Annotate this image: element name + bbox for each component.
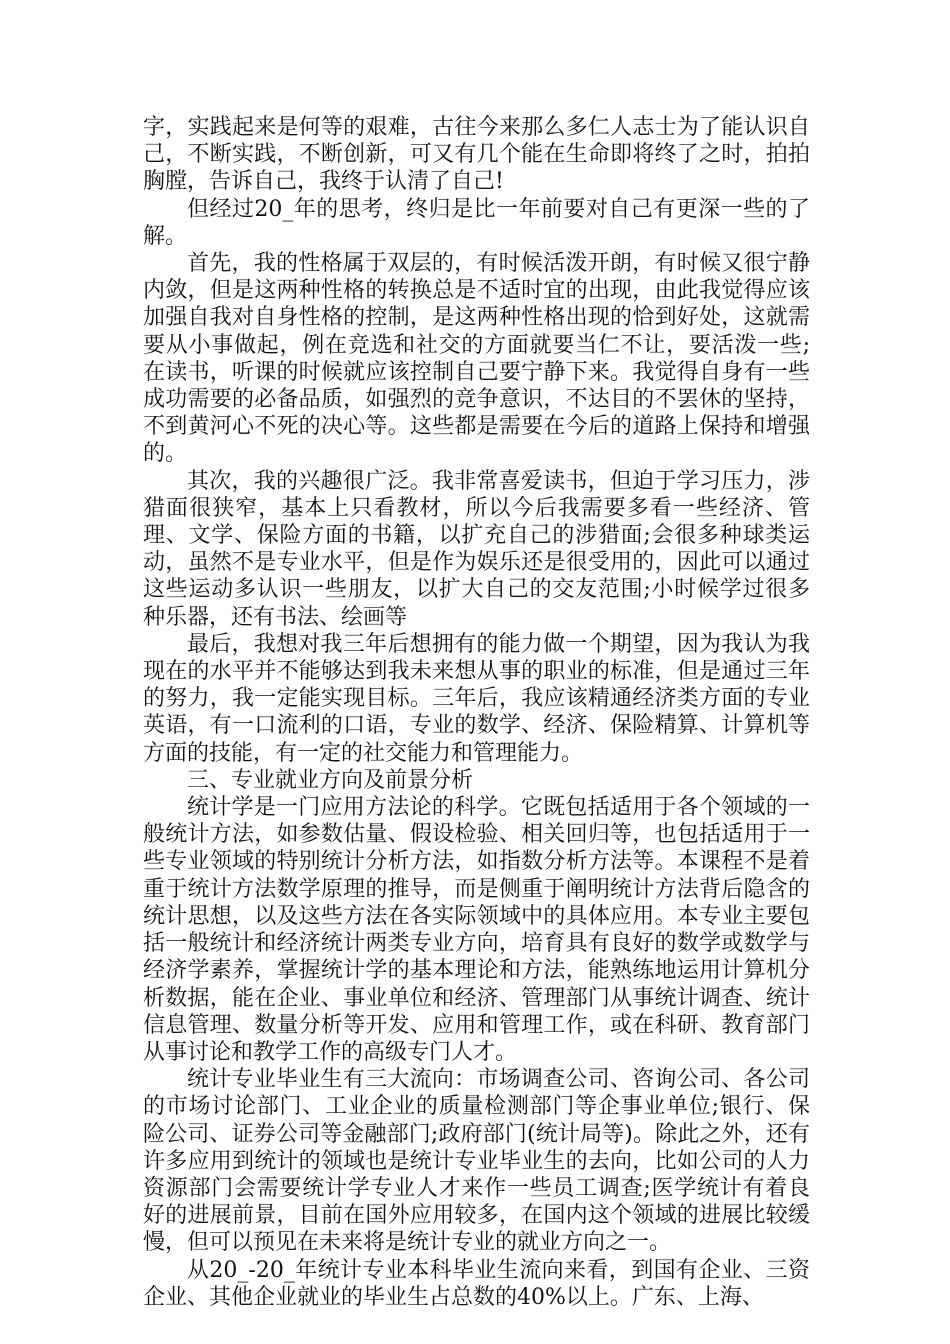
paragraph-4: 其次，我的兴趣很广泛。我非常喜爱读书，但迫于学习压力，涉猎面很狭窄，基本上只看教材，所以今后我需要多看一些经济、管理、文学、保险方面的书籍，以扩充自己的涉猎面;会很多种球类运动，虽然不是专业水平，但是作为娱乐还是很受用的，因此可以通过这些运动多认识一些朋友，以扩大自己的交友范围;小时候学过很多种乐器，还有书法、绘画等 bbox=[143, 468, 810, 630]
paragraph-1: 字，实践起来是何等的艰难，古往今来那么多仁人志士为了能认识自己，不断实践，不断创新，可又有几个能在生命即将终了之时，拍拍胸膛，告诉自己，我终于认清了自己! bbox=[143, 115, 810, 195]
paragraph-3: 首先，我的性格属于双层的，有时候活泼开朗，有时候又很宁静内敛，但是这两种性格的转换总是不适时宜的出现，由此我觉得应该加强自我对自身性格的控制，是这两种性格出现的恰到好处，这就需要从小事做起，例在竞选和社交的方面就要当仁不让，要活泼一些;在读书，听课的时候就应该控制自己要宁静下来。我觉得自身有一些成功需要的必备品质，如强烈的竞争意识，不达目的不罢休的坚持，不到黄河心不死的决心等。这些都是需要在今后的道路上保持和增强的。 bbox=[143, 251, 810, 467]
paragraph-6: 统计学是一门应用方法论的科学。它既包括适用于各个领域的一般统计方法，如参数估量、假设检验、相关回归等，也包括适用于一些专业领域的特别统计分析方法，如指数分析方法等。本课程不是着重于统计方法数学原理的推导，而是侧重于阐明统计方法背后隐含的统计思想，以及这些方法在各实际领域中的具体应用。本专业主要包括一般统计和经济统计两类专业方向，培育具有良好的数学或数学与经济学素养，掌握统计学的基本理论和方法，能熟练地运用计算机分析数据，能在企业、事业单位和经济、管理部门从事统计调查、统计信息管理、数量分析等开发、应用和管理工作，或在科研、教育部门从事讨论和教学工作的高级专门人才。 bbox=[143, 795, 810, 1065]
paragraph-8: 从20_-20_年统计专业本科毕业生流向来看，到国有企业、三资企业、其他企业就业的毕业生占总数的40%以上。广东、上海、 bbox=[143, 1257, 810, 1310]
paragraph-5: 最后，我想对我三年后想拥有的能力做一个期望，因为我认为我现在的水平并不能够达到我未来想从事的职业的标准，但是通过三年的努力，我一定能实现目标。三年后，我应该精通经济类方面的专业英语，有一口流利的口语，专业的数学、经济、保险精算、计算机等方面的技能，有一定的社交能力和管理能力。 bbox=[143, 631, 810, 766]
paragraph-7: 统计专业毕业生有三大流向：市场调查公司、咨询公司、各公司的市场讨论部门、工业企业的质量检测部门等企事业单位;银行、保险公司、证券公司等金融部门;政府部门(统计局等)。除此之外，还有许多应用到统计的领域也是统计专业毕业生的去向，比如公司的人力资源部门会需要统计学专业人才来作一些员工调查;医学统计有着良好的进展前景，目前在国外应用较多，在国内这个领域的进展比较缓慢，但可以预见在未来将是统计专业的就业方向之一。 bbox=[143, 1067, 810, 1256]
document-page bbox=[143, 114, 810, 1311]
section-heading: 三、专业就业方向及前景分析 bbox=[187, 767, 474, 793]
paragraph-2: 但经过20_年的思考，终归是比一年前要对自己有更深一些的了解。 bbox=[143, 196, 810, 249]
